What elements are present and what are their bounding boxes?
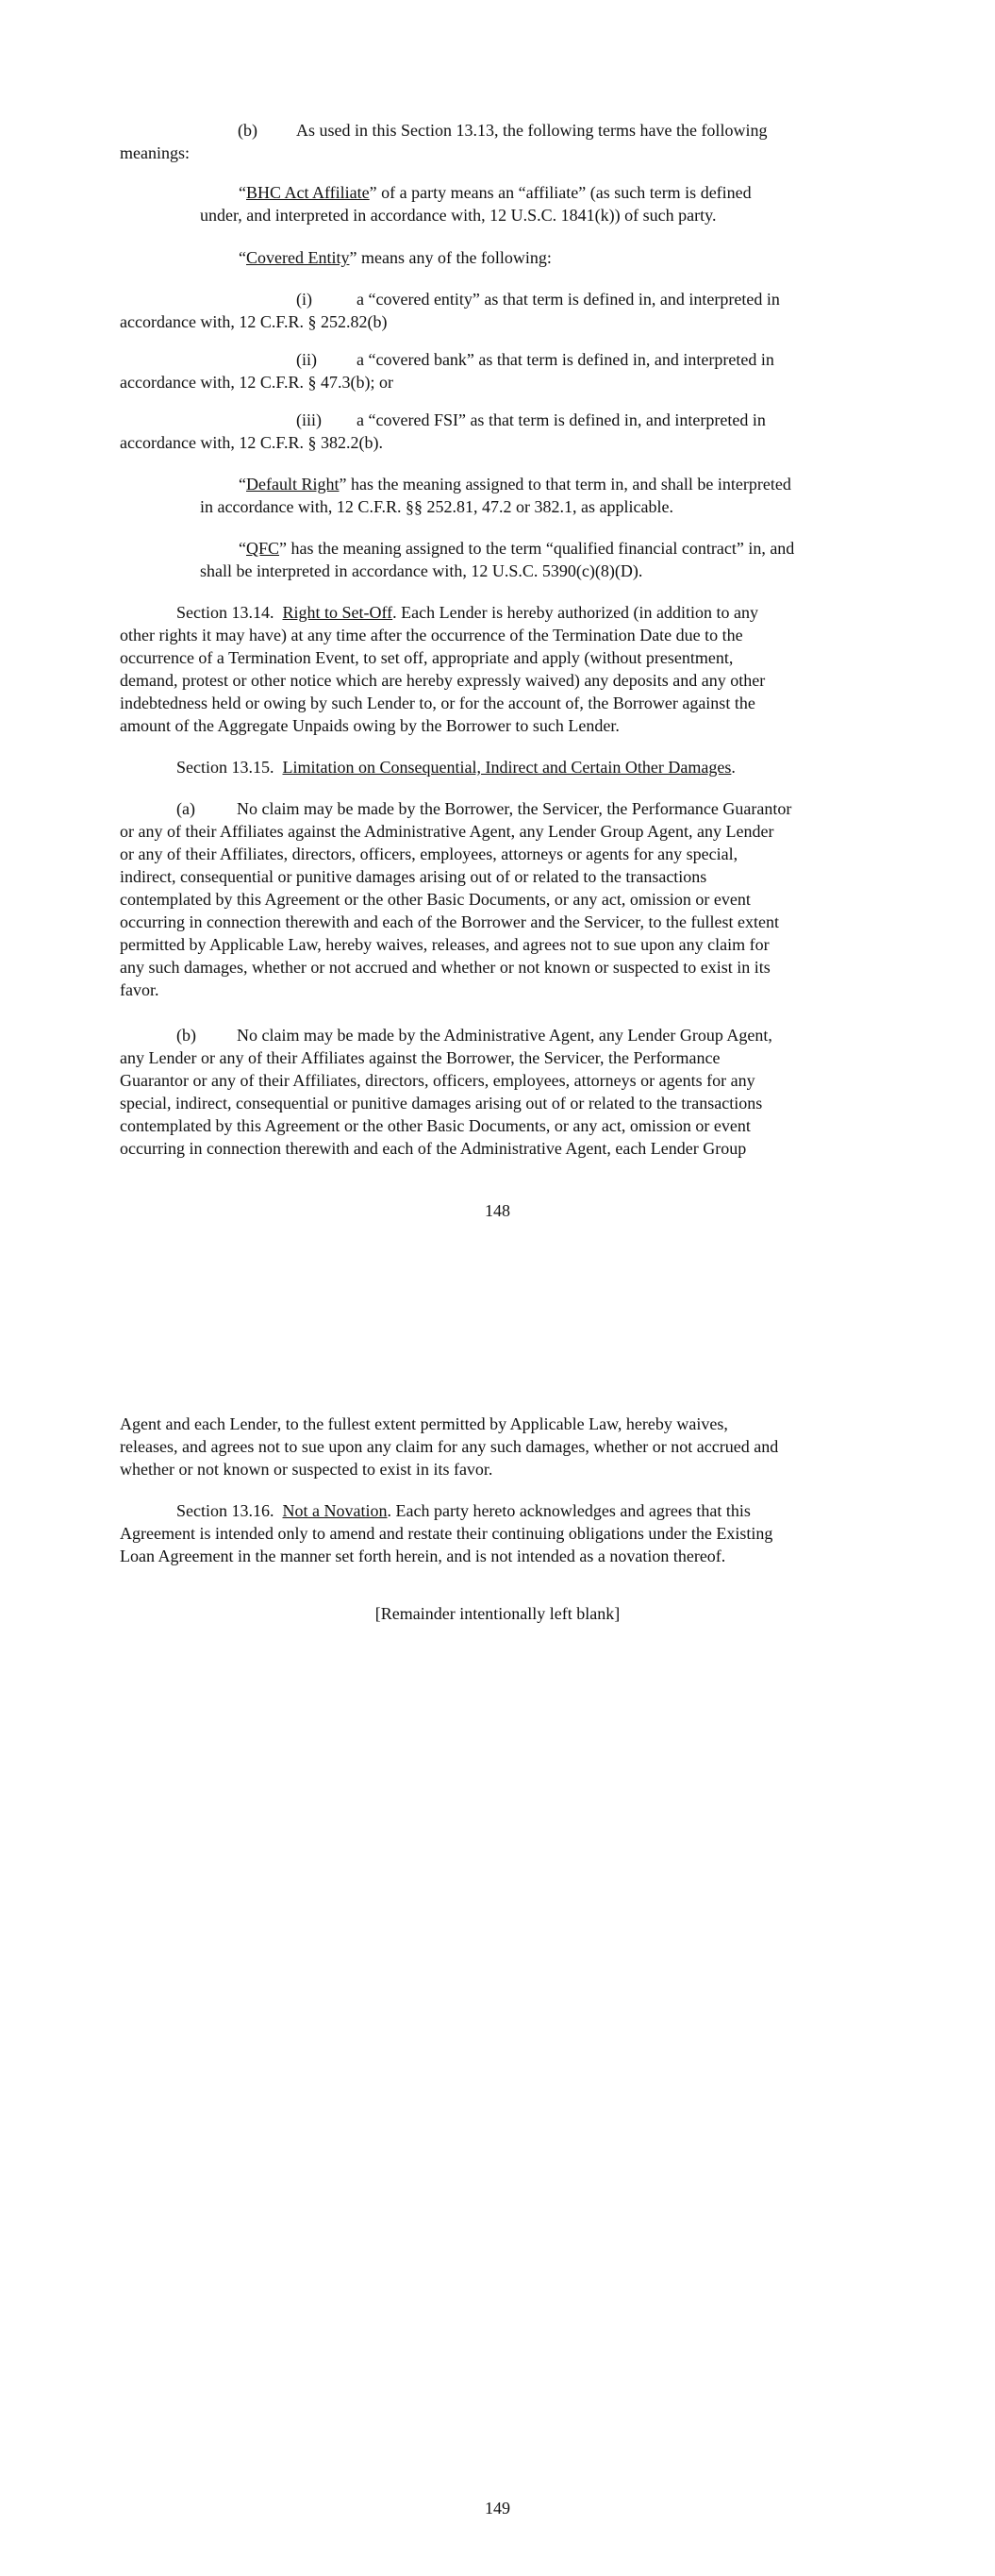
paragraph-b-text: As used in this Section 13.13, the following terms have the following — [296, 121, 768, 140]
section-13-15-heading: Section 13.15. Limitation on Consequential, Indirect and Certain Other Damages. — [176, 758, 736, 777]
section-13-16-title: Not a Novation — [282, 1501, 388, 1520]
definition-covered-entity: “Covered Entity” means any of the following: — [239, 248, 552, 267]
section-13-14: Section 13.14. Right to Set-Off. Each Lender is hereby authorized (in addition to any other rights it may have) at any time after the occurrence of the Termination Date due to the occurrence of a Termination Event, to set off, appropriate and apply (without presentment, demand, protest or other notice which are hereby expressly waived) any deposits and any other indebtedness held or owing by such Lender to, or for the account of, the Borrower against the amount of the Aggregate Unpaids owing by the Borrower to such Lender. — [120, 603, 766, 735]
section-13-15-label: Section 13.15. — [176, 758, 274, 777]
term-qfc: QFC — [246, 539, 280, 558]
list-item-i: (i) a “covered entity” as that term is defined in, and interpreted in accordance with, 12 C.F.R. § 252.82(b) — [120, 290, 780, 331]
section-13-14-label: Section 13.14. — [176, 603, 274, 622]
paragraph-b-continuation: meanings: — [120, 143, 190, 162]
section-13-14-title: Right to Set-Off — [282, 603, 393, 622]
paragraph-b-damages: (b) No claim may be made by the Administrative Agent, any Lender Group Agent, any Lender or any of their Affiliates against the Borrower, the Servicer, the Performance Guarantor or any of their Affiliates, directors, officers, employees, attorneys or agents for any special, indirect, consequential or punitive damages arising out of or related to the transactions contemplated by this Agreement or the other Basic Documents, or any act, omission or event occurring in connection therewith and each of the Administrative Agent, each Lender Group — [120, 1026, 772, 1158]
paragraph-b-continuation-page-149: Agent and each Lender, to the fullest extent permitted by Applicable Law, hereby waives, releases, and agrees not to sue upon any claim for any such damages, whether or not accrued and whether or not known or suspected to exist in its favor. — [120, 1414, 779, 1479]
term-covered-entity: Covered Entity — [246, 248, 350, 267]
term-bhc-act-affiliate: BHC Act Affiliate — [246, 183, 370, 202]
paragraph-b-label: (b) — [238, 121, 257, 140]
definition-qfc: “QFC” has the meaning assigned to the term “qualified financial contract” in, and shall be interpreted in accordance with, 12 U.S.C. 5390(c)(8)(D). — [200, 539, 795, 580]
page-number-148: 148 — [485, 1201, 510, 1220]
definition-bhc-act-affiliate: “BHC Act Affiliate” of a party means an “affiliate” (as such term is defined under, and interpreted in accordance with, 12 U.S.C. 1841(k)) of such party. — [200, 183, 752, 225]
section-13-16-label: Section 13.16. — [176, 1501, 274, 1520]
section-13-16: Section 13.16. Not a Novation. Each party hereto acknowledges and agrees that this Agreement is intended only to amend and restate their continuing obligations under the Existing Loan Agreement in the manner set forth herein, and is not intended as a novation thereof. — [120, 1501, 773, 1565]
page-number-149: 149 — [485, 2499, 510, 2517]
list-item-iii: (iii) a “covered FSI” as that term is defined in, and interpreted in accordance with, 12 C.F.R. § 382.2(b). — [120, 410, 766, 452]
paragraph-a: (a) No claim may be made by the Borrower, the Servicer, the Performance Guarantor or any of their Affiliates against the Administrative Agent, any Lender Group Agent, any Lender or any of their Affiliates, directors, officers, employees, attorneys or agents for any special, indirect, consequential or punitive damages arising out of or related to the transactions contemplated by this Agreement or the other Basic Documents, or any act, omission or event occurring in connection therewith and each of the Borrower and the Servicer, to the fullest extent permitted by Applicable Law, hereby waives, releases, and agrees not to sue upon any claim for any such damages, whether or not accrued and whether or not known or suspected to exist in its favor. — [120, 799, 792, 999]
list-item-ii: (ii) a “covered bank” as that term is defined in, and interpreted in accordance with, 12 C.F.R. § 47.3(b); or — [120, 350, 774, 392]
paragraph-b-intro — [120, 119, 884, 164]
remainder-blank-notice: [Remainder intentionally left blank] — [374, 1604, 621, 1623]
section-13-15-title: Limitation on Consequential, Indirect and Certain Other Damages — [282, 758, 732, 777]
definition-default-right: “Default Right” has the meaning assigned to that term in, and shall be interpreted in accordance with, 12 C.F.R. §§ 252.81, 47.2 or 382.1, as applicable. — [200, 475, 791, 516]
term-default-right: Default Right — [246, 475, 340, 493]
